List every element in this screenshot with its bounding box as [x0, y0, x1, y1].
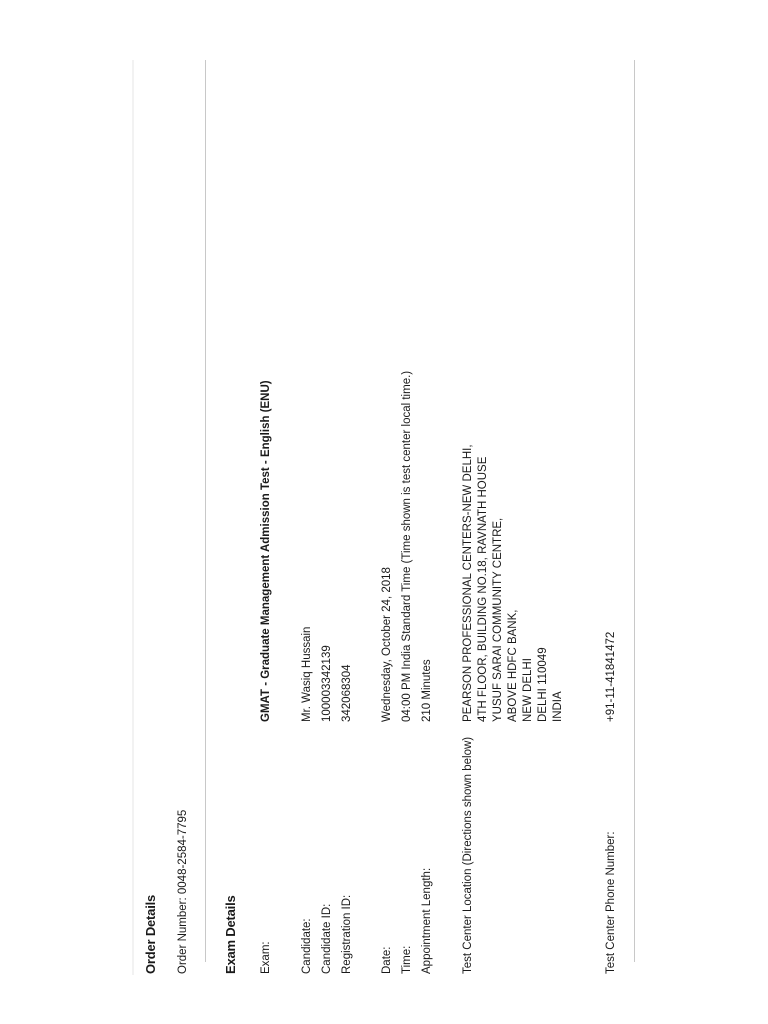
test-center-phone-label: Test Center Phone Number: — [605, 831, 617, 974]
test-center-phone-value: +91-11-41841472 — [605, 631, 617, 722]
address-line: DELHI 110049 — [537, 647, 549, 722]
address-line: NEW DELHI — [522, 658, 534, 722]
appointment-length-value: 210 Minutes — [421, 659, 433, 722]
top-rule — [205, 60, 206, 962]
order-details-heading: Order Details — [143, 894, 158, 974]
order-number: Order Number: 0048-2584-7795 — [177, 809, 189, 974]
test-center-address — [461, 444, 566, 722]
address-line: 4TH FLOOR, BUILDING NO.18, RAVNATH HOUSE — [477, 456, 489, 722]
address-line: PEARSON PROFESSIONAL CENTERS-NEW DELHI, — [462, 444, 474, 722]
date-label: Date: — [381, 946, 393, 974]
address-line: INDIA — [552, 691, 564, 722]
bottom-rule — [634, 60, 635, 962]
registration-id-value: 342068304 — [341, 664, 353, 722]
exam-value: GMAT - Graduate Management Admission Test - English (ENU) — [260, 380, 272, 722]
test-center-location-label: Test Center Location (Directions shown below) — [462, 736, 474, 974]
candidate-value: Mr. Wasiq Hussain — [301, 626, 313, 722]
appointment-length-label: Appointment Length: — [421, 867, 433, 974]
candidate-id-value: 10000334213​9 — [321, 645, 333, 722]
address-line: YUSUF SARAI COMMUNITY CENTRE, — [492, 517, 504, 722]
candidate-id-label: Candidate ID: — [321, 903, 333, 974]
exam-label: Exam: — [260, 941, 272, 974]
address-line: ABOVE HDFC BANK, — [507, 609, 519, 722]
date-value: Wednesday, October 24, 2018 — [381, 567, 393, 722]
time-label: Time: — [401, 945, 413, 974]
candidate-label: Candidate: — [301, 918, 313, 974]
exam-details-heading: Exam Details — [223, 895, 238, 974]
rotated-document — [134, 59, 634, 974]
registration-id-label: Registration ID: — [341, 894, 353, 974]
time-value: 04:00 PM India Standard Time (Time shown is test center local time.) — [401, 370, 413, 722]
